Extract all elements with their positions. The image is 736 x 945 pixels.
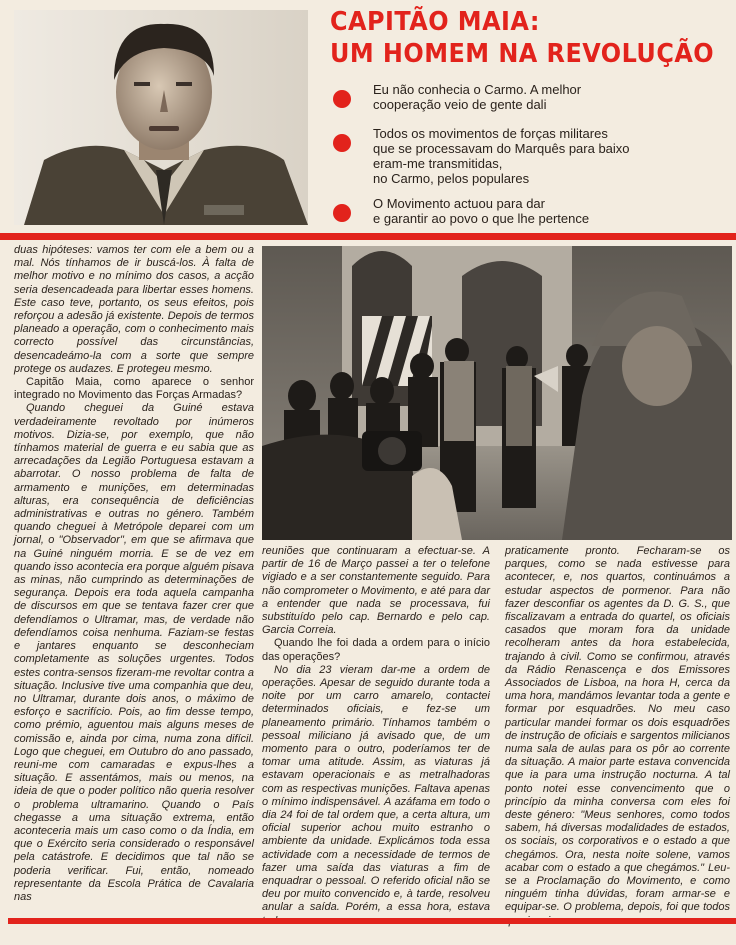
highlight-line: Eu não conhecia o Carmo. A melhor	[373, 82, 582, 97]
highlight-line: e garantir ao povo o que lhe pertence	[373, 211, 590, 226]
headline-line-1: CAPITÃO MAIA:	[330, 7, 540, 37]
column-paragraph: praticamente pronto. Fecharam-se os parques, como se nada estivesse para acontecer, e, nos quartos, continuámos a estudar aspectos de pormenor. Para não fazer desconfiar os agentes da D. G. S., que fiscalizavam a entrada do quartel, os oficiais casados que moram fora da unidade recolheram antes da hora estabelecida, trajando à civil. Como se confirmou, através da Rádio Renascença e dos Emissores Associados de Lisboa, na hora H, cerca da uma hora, mandámos levantar toda a gente e formar por esquadrões. No meu caso particular mandei formar os dois esquadrões de instrução de oficiais e sargentos milicianos numa sala de aulas para os pôr ao corrente da situação. A maior parte estava convencida que ia para uma instrução nocturna. A tal ponto notei esse convencimento que o princípio da minha conversa com eles foi deste género: "Meus senhores, como todos sabem, há diversas modalidades de estados, os sociais, os corporativos e o estado a que chegámos. Ora, nesta noite solene, vamos acabar com o estado a que chegámos." Leu-se a Proclamação do Movimento, e como ninguém tinha dúvidas, foram armar-se e equipar-se. O problema, depois, foi que todos	[505, 545, 730, 914]
highlight-line: cooperação veio de gente dali	[373, 97, 547, 112]
article-column-3	[505, 545, 730, 915]
interview-question: Quando lhe foi dada a ordem para o início das operações?	[262, 637, 490, 663]
portrait-photo	[14, 10, 308, 225]
highlight-line: eram-me transmitidas,	[373, 156, 503, 171]
interview-question: Capitão Maia, como aparece o senhor integrado no Movimento das Forças Armadas?	[14, 376, 254, 402]
highlight-line: O Movimento actuou para dar	[373, 196, 545, 211]
highlight-text	[373, 126, 723, 186]
footer-divider	[8, 918, 736, 924]
article-column-1	[14, 244, 254, 916]
highlight-line: no Carmo, pelos populares	[373, 171, 530, 186]
column-paragraph: duas hipóteses: vamos ter com ele a bem ou a mal. Nós tínhamos de ir buscá-los. À falta de melhor motivo e no mínimo dos casos, a acção seria desencadeada para libertar esses homens. Este caso teve, portanto, os seus efeitos, pois reforçou a adesão já existente. Depois de termos planeado a operação, com o conhecimento mais correcto possível das circunstâncias, desencadeámo-la com a sorte que sempre protege os audazes. E protegeu mesmo.	[14, 244, 254, 375]
highlight-line: Todos os movimentos de forças militares	[373, 126, 608, 141]
header-divider	[0, 233, 736, 240]
crowd-image	[262, 246, 732, 540]
portrait-image	[14, 10, 308, 225]
column-paragraph: reuniões que continuaram a efectuar-se. A partir de 16 de Março passei a ter o telefone vigiado e a ser constantemente seguido. Para não comprometer o Movimento, e até para dar a entender que nada se processava, fui substituído pelo cap. Bernardo e pelo cap. Garcia Correia.	[262, 545, 490, 637]
red-bullet-icon	[333, 90, 351, 108]
column-paragraph: Quando cheguei da Guiné estava verdadeiramente revoltado por inúmeros motivos. Dizia-se, por exemplo, que não tínhamos material de guerra e eu sabia que as arrecadações da Legião Portuguesa estavam a abarrotar. O nosso problema de falta de armamento e munições, em determinadas alturas, era consequência de deficiências administrativas e outras no género. Também quando cheguei à Metrópole deparei com um jornal, o "Observador", em que se afirmava que na Guiné ninguém morria. E se de vez em quando isso acontecia era porque alguém pisava as minas, não cumprindo as determinações de segurança. Depois era toda aquela campanha de discursos em que se tentava fazer crer que defendíamos o Ultramar, mas, de verdade não defendíamos coisa nenhuma. Faziam-se festas e jantares enquanto se desconheciam completamente as soluções urgentes. Todos estes contra-sensos fizeram-me revoltar contra a situação. Inclusive tive uma companhia que deu, no Ultramar, durante dois anos, o máximo de esforço e sacrifício. Pois, ao fim desse tempo, como prémio, aguentou mais alguns meses de comissão e, ainda por cima, numa zona difícil. Logo que cheguei, em Outubro do ano passado, reuni-me com camaradas e expus-lhes a situação. E assentámos, mais ou menos, na ideia de que o poder político não queria resolver o problema ultramarino. Quando o País chegasse a uma situação extrema, então aconteceria mais um caso como o da Índia, em que o Exército seria considerado o responsável pela catástrofe. E decidimos que tal não se poderia verificar. Fui, então, nomeado representante da Escola Prática de Cavalaria nas	[14, 402, 254, 903]
highlight-line: que se processavam do Marquês para baixo	[373, 141, 630, 156]
red-bullet-icon	[333, 204, 351, 222]
article-column-2	[262, 545, 490, 915]
column-paragraph: No dia 23 vieram dar-me a ordem de operações. Apesar de seguido durante toda a noite por um carro amarelo, contactei determinados oficiais, e fez-se um planeamento primário. Tínhamos também o pessoal miliciano já avisado que, de um momento para o outro, poderíamos ter de tomar uma atitude. Assim, as viaturas já estavam operacionais e as metralhadoras com as respectivas munições. Faltava apenas o mínimo indispensável. A azáfama em todo o dia 24 foi de tal ordem que, a certa altura, um oficial superior achou muito estranho o ambiente da unidade. Explicámos toda essa actividade com a necessidade de termos de fazer uma saída das viaturas a fim de enquadrar o pessoal. O referido oficial não se deu por muito convencido e, à tarde, resolveu anular a saída. Porém, a essa hora, estava	[262, 663, 490, 914]
highlight-text	[373, 82, 723, 112]
crowd-photo	[262, 246, 732, 540]
headline-line-2: UM HOMEM NA REVOLUÇÃO	[330, 39, 715, 69]
red-bullet-icon	[333, 134, 351, 152]
highlight-text	[373, 196, 723, 226]
article-headline	[330, 6, 715, 70]
